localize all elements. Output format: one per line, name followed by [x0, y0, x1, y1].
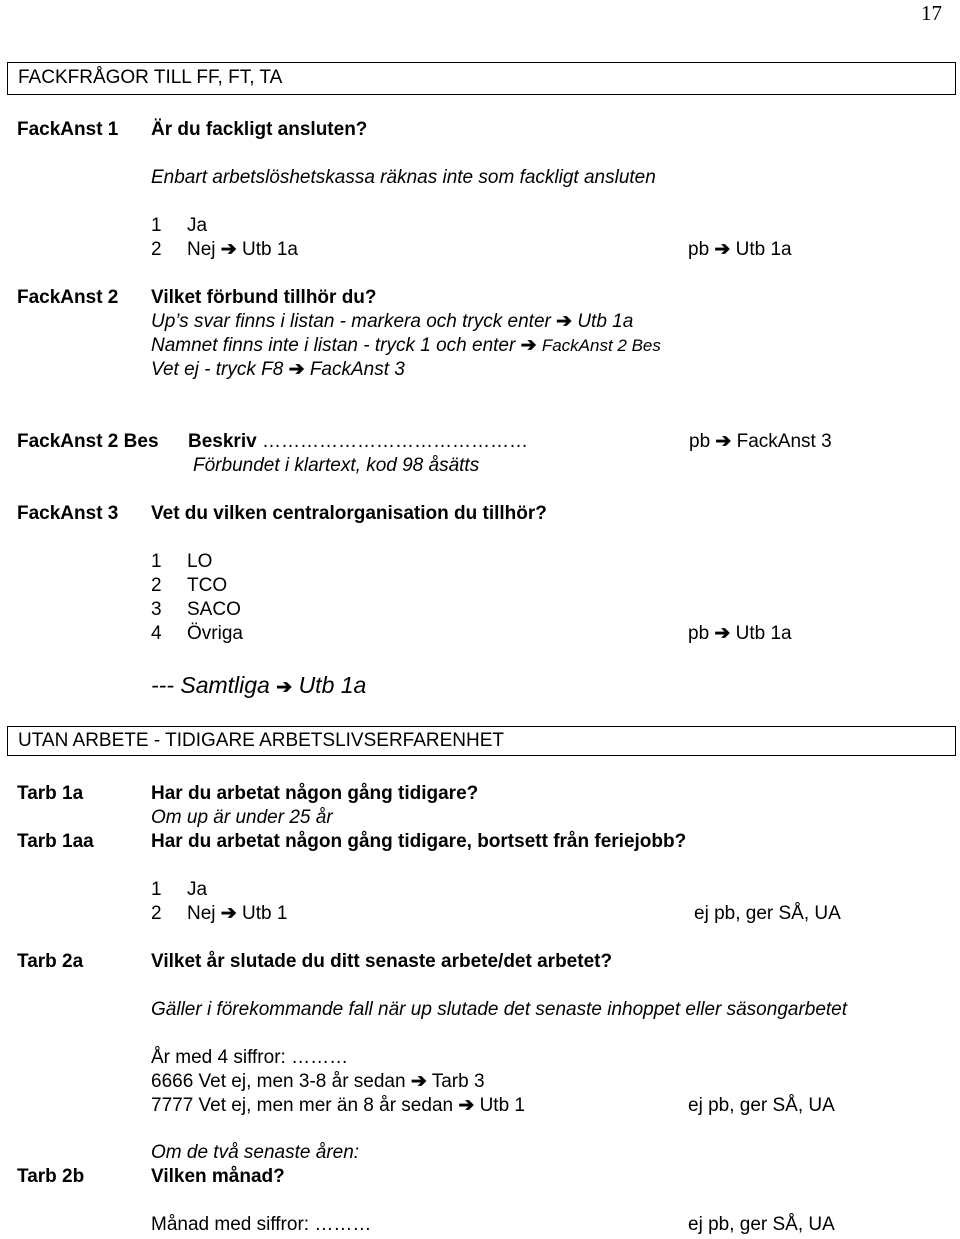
section-header-label: FACKFRÅGOR TILL FF, FT, TA	[18, 67, 283, 88]
year-prompt: År med 4 siffror: ………	[151, 1047, 349, 1068]
question-text: Är du fackligt ansluten?	[151, 119, 368, 140]
note-text: Namnet finns inte i listan - tryck 1 och enter	[151, 335, 516, 356]
option-code: 3	[151, 599, 162, 620]
question-id: FackAnst 2	[17, 287, 119, 308]
interviewer-note: Förbundet i klartext, kod 98 åsätts	[193, 455, 480, 476]
option-code: 4	[151, 623, 162, 644]
code-6666-row	[151, 1071, 485, 1093]
option-label: TCO	[187, 575, 228, 596]
goto-target: Utb 1	[242, 903, 288, 924]
question-text: Har du arbetat någon gång tidigare?	[151, 783, 479, 804]
page-number: 17	[921, 1, 942, 25]
arrow-right-icon: ➔	[715, 431, 732, 452]
option-label: LO	[187, 551, 213, 572]
goto-target: Utb 1a	[735, 239, 792, 260]
question-id: FackAnst 2 Bes	[17, 431, 159, 452]
arrow-right-icon: ➔	[288, 359, 305, 380]
option-code: 1	[151, 215, 162, 236]
goto-target: FackAnst 2 Bes	[541, 336, 661, 355]
interviewer-note	[151, 359, 405, 381]
interviewer-note: Om up är under 25 år	[151, 807, 333, 828]
answer-dots: ……………………………………	[261, 431, 528, 452]
month-prompt: Månad med siffror: ………	[151, 1214, 372, 1235]
arrow-right-icon: ➔	[410, 1071, 427, 1092]
section-header-utan-arbete	[7, 726, 956, 756]
pb-routing	[688, 239, 792, 261]
arrow-right-icon: ➔	[220, 903, 237, 924]
option-label: Ja	[187, 215, 208, 236]
option-label	[187, 239, 298, 261]
arrow-right-icon: ➔	[458, 1095, 475, 1116]
goto-target: Utb 1a	[242, 239, 298, 260]
pb-routing	[689, 431, 832, 453]
goto-target: FackAnst 3	[736, 431, 832, 452]
note-text: Vet ej - tryck F8	[151, 359, 284, 380]
option-label	[187, 903, 287, 925]
code-text: 6666 Vet ej, men 3-8 år sedan	[151, 1071, 406, 1092]
question-id: FackAnst 3	[17, 503, 119, 524]
question-text: Vilken månad?	[151, 1166, 285, 1187]
question-id: Tarb 2a	[17, 951, 84, 972]
goto-target: Utb 1a	[577, 311, 634, 332]
question-row	[188, 431, 528, 453]
pb-label: pb	[688, 239, 710, 260]
all-label: --- Samtliga	[151, 672, 270, 698]
goto-target: Utb 1a	[735, 623, 792, 644]
interviewer-note: Enbart arbetslöshetskassa räknas inte som fackligt ansluten	[151, 167, 656, 188]
interviewer-note: Om de två senaste åren:	[151, 1142, 360, 1163]
interviewer-note: Gäller i förekommande fall när up slutade det senaste inhoppet eller säsongarbetet	[151, 999, 848, 1020]
goto-target: Utb 1a	[298, 672, 367, 698]
question-id: Tarb 2b	[17, 1166, 85, 1187]
section-header-label: UTAN ARBETE - TIDIGARE ARBETSLIVSERFARENHET	[18, 730, 505, 751]
question-id: Tarb 1a	[17, 783, 84, 804]
pb-routing: ej pb, ger SÅ, UA	[688, 1214, 835, 1235]
option-code: 2	[151, 903, 162, 924]
goto-target: FackAnst 3	[309, 359, 405, 380]
question-text: Vilket år slutade du ditt senaste arbete/det arbetet?	[151, 951, 613, 972]
question-id: Tarb 1aa	[17, 831, 94, 852]
pb-label: pb	[688, 623, 710, 644]
option-code: 1	[151, 879, 162, 900]
question-id: FackAnst 1	[17, 119, 119, 140]
arrow-right-icon: ➔	[276, 677, 293, 698]
interviewer-note	[151, 311, 633, 333]
arrow-right-icon: ➔	[714, 239, 731, 260]
option-label: SACO	[187, 599, 241, 620]
code-7777-row	[151, 1095, 525, 1117]
question-text: Har du arbetat någon gång tidigare, bortsett från feriejobb?	[151, 831, 687, 852]
option-label-text: Nej	[187, 239, 216, 260]
option-code: 1	[151, 551, 162, 572]
option-label: Övriga	[187, 623, 243, 644]
code-text: 7777 Vet ej, men mer än 8 år sedan	[151, 1095, 454, 1116]
question-text: Vilket förbund tillhör du?	[151, 287, 377, 308]
interviewer-note	[151, 335, 661, 357]
goto-target: Tarb 3	[431, 1071, 485, 1092]
pb-label: pb	[689, 431, 711, 452]
pb-routing: ej pb, ger SÅ, UA	[694, 903, 841, 924]
goto-target: Utb 1	[479, 1095, 525, 1116]
option-code: 2	[151, 239, 162, 260]
all-respondents-routing	[151, 672, 366, 701]
pb-routing: ej pb, ger SÅ, UA	[688, 1095, 835, 1116]
pb-routing	[688, 623, 792, 645]
question-text: Beskriv	[188, 431, 257, 452]
option-code: 2	[151, 575, 162, 596]
arrow-right-icon: ➔	[556, 311, 573, 332]
arrow-right-icon: ➔	[714, 623, 731, 644]
arrow-right-icon: ➔	[220, 239, 237, 260]
note-text: Up’s svar finns i listan - markera och tryck enter	[151, 311, 551, 332]
arrow-right-icon: ➔	[520, 335, 537, 356]
option-label: Ja	[187, 879, 208, 900]
section-header-fackfragor	[7, 62, 956, 95]
question-text: Vet du vilken centralorganisation du tillhör?	[151, 503, 547, 524]
option-label-text: Nej	[187, 903, 216, 924]
